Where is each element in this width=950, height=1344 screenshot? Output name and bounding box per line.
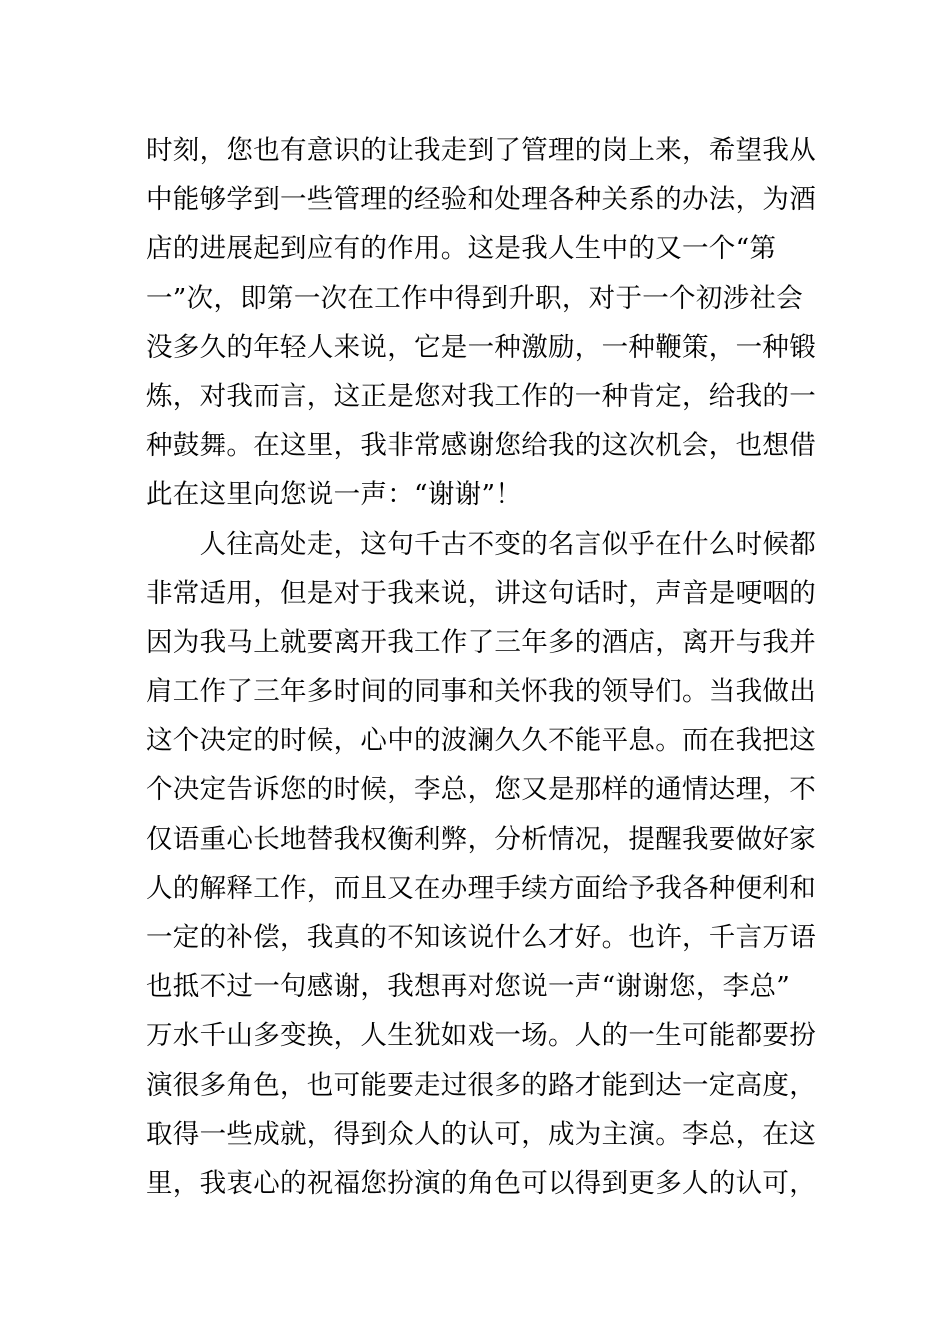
- text-line: 万水千山多变换，人生犹如戏一场。人的一生可能都要扮: [146, 1020, 816, 1052]
- text-line: 此在这里向您说一声：“谢谢”！: [146, 479, 523, 511]
- text-line: 中能够学到一些管理的经验和处理各种关系的办法，为酒: [146, 184, 816, 216]
- text-line: 人的解释工作，而且又在办理手续方面给予我各种便利和: [146, 872, 816, 904]
- text-line: 非常适用，但是对于我来说，讲这句话时，声音是哽咽的: [146, 577, 816, 609]
- body-text: [146, 126, 816, 1208]
- text-line: 种鼓舞。在这里，我非常感谢您给我的这次机会，也想借: [146, 430, 816, 462]
- text-line: 肩工作了三年多时间的同事和关怀我的领导们。当我做出: [146, 676, 816, 708]
- text-line: 炼，对我而言，这正是您对我工作的一种肯定，给我的一: [146, 380, 816, 412]
- text-line: 一定的补偿，我真的不知该说什么才好。也许，千言万语: [146, 922, 816, 953]
- text-line: 这个决定的时候，心中的波澜久久不能平息。而在我把这: [146, 725, 816, 757]
- text-line: 人往高处走，这句千古不变的名言似乎在什么时候都: [146, 528, 816, 560]
- text-line: 一”次，即第一次在工作中得到升职，对于一个初涉社会: [146, 282, 804, 314]
- text-line: 店的进展起到应有的作用。这是我人生中的又一个“第: [146, 233, 777, 265]
- text-line: 因为我马上就要离开我工作了三年多的酒店，离开与我并: [146, 626, 816, 658]
- text-line: 时刻，您也有意识的让我走到了管理的岗上来，希望我从: [146, 135, 816, 166]
- text-line: 里，我衷心的祝福您扮演的角色可以得到更多人的认可，: [146, 1167, 816, 1199]
- text-line: 取得一些成就，得到众人的认可，成为主演。李总，在这: [146, 1118, 816, 1150]
- text-line: 也抵不过一句感谢，我想再对您说一声“谢谢您，李总”: [146, 971, 791, 1003]
- text-line: 仅语重心长地替我权衡利弊，分析情况，提醒我要做好家: [146, 823, 816, 855]
- text-line: 没多久的年轻人来说，它是一种激励，一种鞭策，一种锻: [146, 331, 816, 363]
- text-line: 演很多角色，也可能要走过很多的路才能到达一定高度，: [146, 1069, 816, 1101]
- text-line: 个决定告诉您的时候，李总，您又是那样的通情达理，不: [146, 774, 816, 806]
